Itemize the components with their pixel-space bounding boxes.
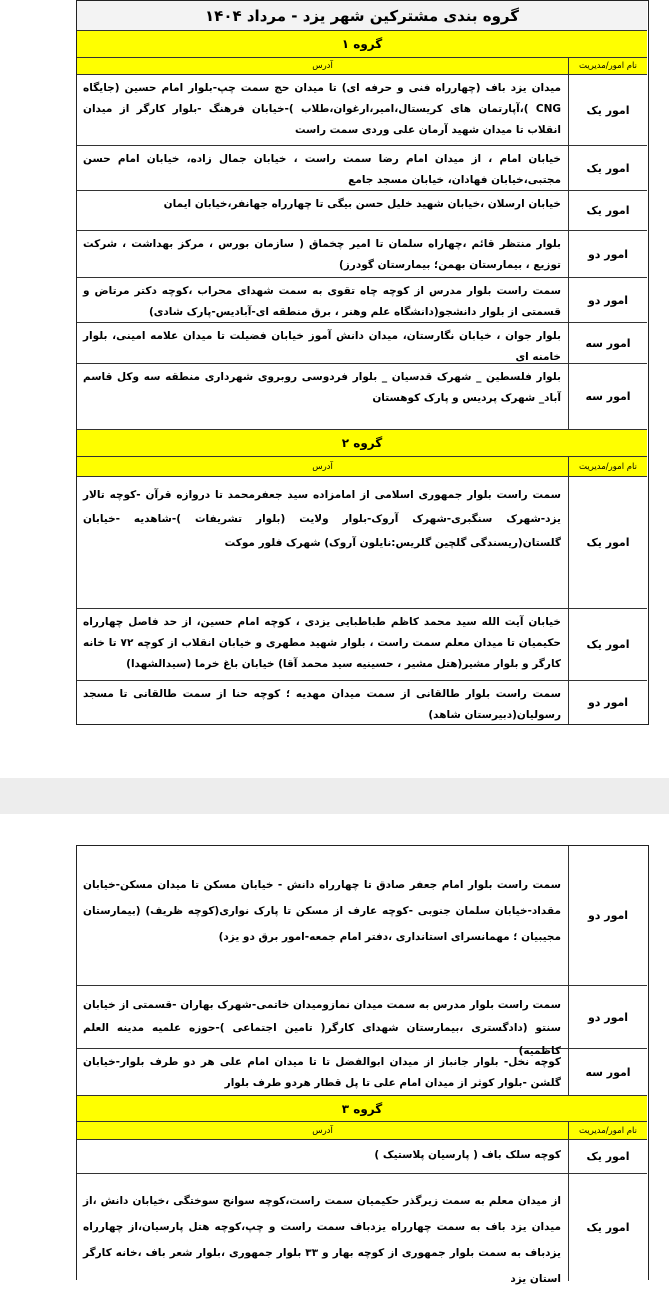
table-row (77, 364, 647, 430)
table-row (77, 231, 647, 278)
department-name: امور یک (568, 477, 647, 608)
address-cell: کوچه سلک باف ( پارسیان پلاستیک ) (374, 1149, 561, 1161)
table-row (77, 846, 647, 986)
column-header-name: نام امور/مدیریت (568, 58, 647, 74)
column-header-address: آدرس (312, 461, 333, 472)
table-row (77, 1140, 647, 1174)
address-cell: بلوار جوان ، خیابان نگارستان، میدان دانش آموز خیابان فضیلت تا میدان علامه امینی، بلوار خامنه ای (83, 330, 561, 363)
column-header-address: آدرس (312, 61, 333, 71)
department-name: امور یک (568, 191, 647, 230)
table-row (77, 278, 647, 323)
table-row (77, 1049, 647, 1096)
column-header-name: نام امور/مدیریت (568, 1122, 647, 1139)
address-cell: کوچه نخل- بلوار جانباز از میدان ابوالفضل تا تا میدان امام علی هر دو طرف بلوار-خیابان گلشن -بلوار کوثر از میدان امام علی تا پل قطار هردو طرف بلوار (83, 1056, 561, 1089)
table-page-2 (76, 845, 649, 1285)
page-break (0, 778, 669, 814)
address-cell: میدان یزد باف (چهارراه فنی و حرفه ای) تا میدان حج سمت چپ-بلوار امام حسین (جایگاه CNG )،آپارتمان های کریستال،امیر،ارغوان،طلاب )-خیابان فرهنگ -بلوار کارگر از میدان انقلاب تا میدان شهید آرمان علی وردی سمت راست (83, 82, 561, 136)
address-cell: سمت راست بلوار مدرس از کوچه چاه تقوی به سمت شهدای محراب ،کوچه دکتر مرتاض و قسمتی از بلوار دانشجو(دانشگاه علم وهنر ، برق منطقه ای-آبادیس-پارک شادی) (83, 285, 561, 318)
department-name: امور سه (568, 323, 647, 363)
page-title: گروه بندی مشترکین شهر یزد - مرداد ۱۴۰۴ (77, 1, 647, 31)
column-header-name: نام امور/مدیریت (568, 457, 647, 476)
table-page-1 (76, 0, 649, 725)
department-name: امور یک (568, 1174, 647, 1281)
table-row (77, 1174, 647, 1285)
column-header-row (77, 58, 647, 75)
department-name: امور دو (568, 846, 647, 985)
department-name: امور دو (568, 986, 647, 1048)
department-name: امور دو (568, 278, 647, 322)
column-header-address: آدرس (312, 1125, 333, 1136)
department-name: امور یک (568, 75, 647, 145)
address-cell: بلوار منتظر قائم ،چهاراه سلمان تا امیر چخماق ( سازمان بورس ، مرکز بهداشت ، شرکت توزیع ، بیمارستان بهمن؛ بیمارستان گودرز) (83, 238, 561, 271)
table-row (77, 681, 647, 724)
address-cell: خیابان امام ، از میدان امام رضا سمت راست ، خیابان جمال زاده، خیابان امام حسن مجتبی،خیابان فهادان، خیابان مسجد جامع (83, 153, 561, 186)
department-name: امور یک (568, 146, 647, 190)
table-row (77, 609, 647, 681)
address-cell: سمت راست بلوار امام جعفر صادق تا چهارراه دانش - خیابان مسکن تا میدان مسکن-خیابان مقداد-خیابان سلمان جنوبی -کوچه عارف از مسکن تا پارک نواری(کوچه ظریف) (بیمارستان مجیبیان ؛ مهمانسرای استانداری ،دفتر امام جمعه-امور برق دو یزد) (83, 879, 561, 943)
department-name: امور یک (568, 609, 647, 680)
table-row (77, 75, 647, 146)
table-row (77, 191, 647, 231)
table-row (77, 477, 647, 609)
group-1-header: گروه ۱ (77, 31, 647, 58)
address-cell: خیابان آیت الله سید محمد کاظم طباطبایی یزدی ، کوچه امام حسین، از حد فاصل چهارراه حکیمیان تا میدان معلم سمت راست ، بلوار شهید مطهری و خیابان انقلاب از کوچه ۷۲ تا خانه کارگر و بلوار مشیر(هتل مشیر ، حسینیه سید محمد آقا) خیابان باغ خرما (سیدالشهدا) (83, 616, 561, 670)
address-cell: از میدان معلم به سمت زیرگذر حکیمیان سمت راست،کوچه سوانح سوختگی ،خیابان دانش ،از میدان یزد باف به سمت چهارراه یزدباف سمت راست و چپ،کوچه هتل پارسیان،از چهارراه یزدباف به سمت بلوار جمهوری از کوچه بهار و ۳۳ بلوار جمهوری ،بلوار شعر باف ،خانه کارگر استان یزد (83, 1195, 562, 1285)
column-header-row (77, 457, 647, 477)
table-row (77, 986, 647, 1057)
column-header-row (77, 1122, 647, 1140)
group-3-header: گروه ۳ (77, 1096, 647, 1122)
address-cell: سمت راست بلوار مدرس به سمت میدان نمازومیدان خاتمی-شهرک بهاران -قسمتی از خیابان سنتو (دادگستری ،بیمارستان شهدای کارگر( تامین اجتماعی )-حوزه علمیه مدینه العلم کاظمیه) (83, 999, 561, 1057)
department-name: امور یک (568, 1140, 647, 1173)
table-row (77, 146, 647, 191)
address-cell: بلوار فلسطین _ شهرک قدسیان _ بلوار فردوسی روبروی شهرداری منطقه سه وکل قاسم آباد_ شهرک پردیس و پارک کوهستان (83, 371, 561, 404)
address-cell: سمت راست بلوار جمهوری اسلامی از امامزاده سید جعفرمحمد تا دروازه قرآن -کوچه تالار یزد-شهرک سنگبری-شهرک آروک-بلوار ولایت (بلوار تشریفات )-شاهدیه -خیابان گلستان(ریسندگی گلچین گلریس:نایلون آروک) شهرک فلور موکت (83, 489, 561, 549)
address-cell: سمت راست بلوار طالقانی از سمت میدان مهدیه ؛ کوچه حنا از سمت طالقانی تا مسجد رسولیان(دبیرستان شاهد) (83, 688, 561, 721)
department-name: امور دو (568, 681, 647, 724)
department-name: امور سه (568, 1049, 647, 1095)
department-name: امور سه (568, 364, 647, 429)
group-2-header: گروه ۲ (77, 430, 647, 457)
table-row (77, 323, 647, 364)
department-name: امور دو (568, 231, 647, 277)
address-cell: خیابان ارسلان ،خیابان شهید خلیل حسن بیگی تا چهارراه جهانفر،خیابان ایمان (163, 198, 561, 210)
